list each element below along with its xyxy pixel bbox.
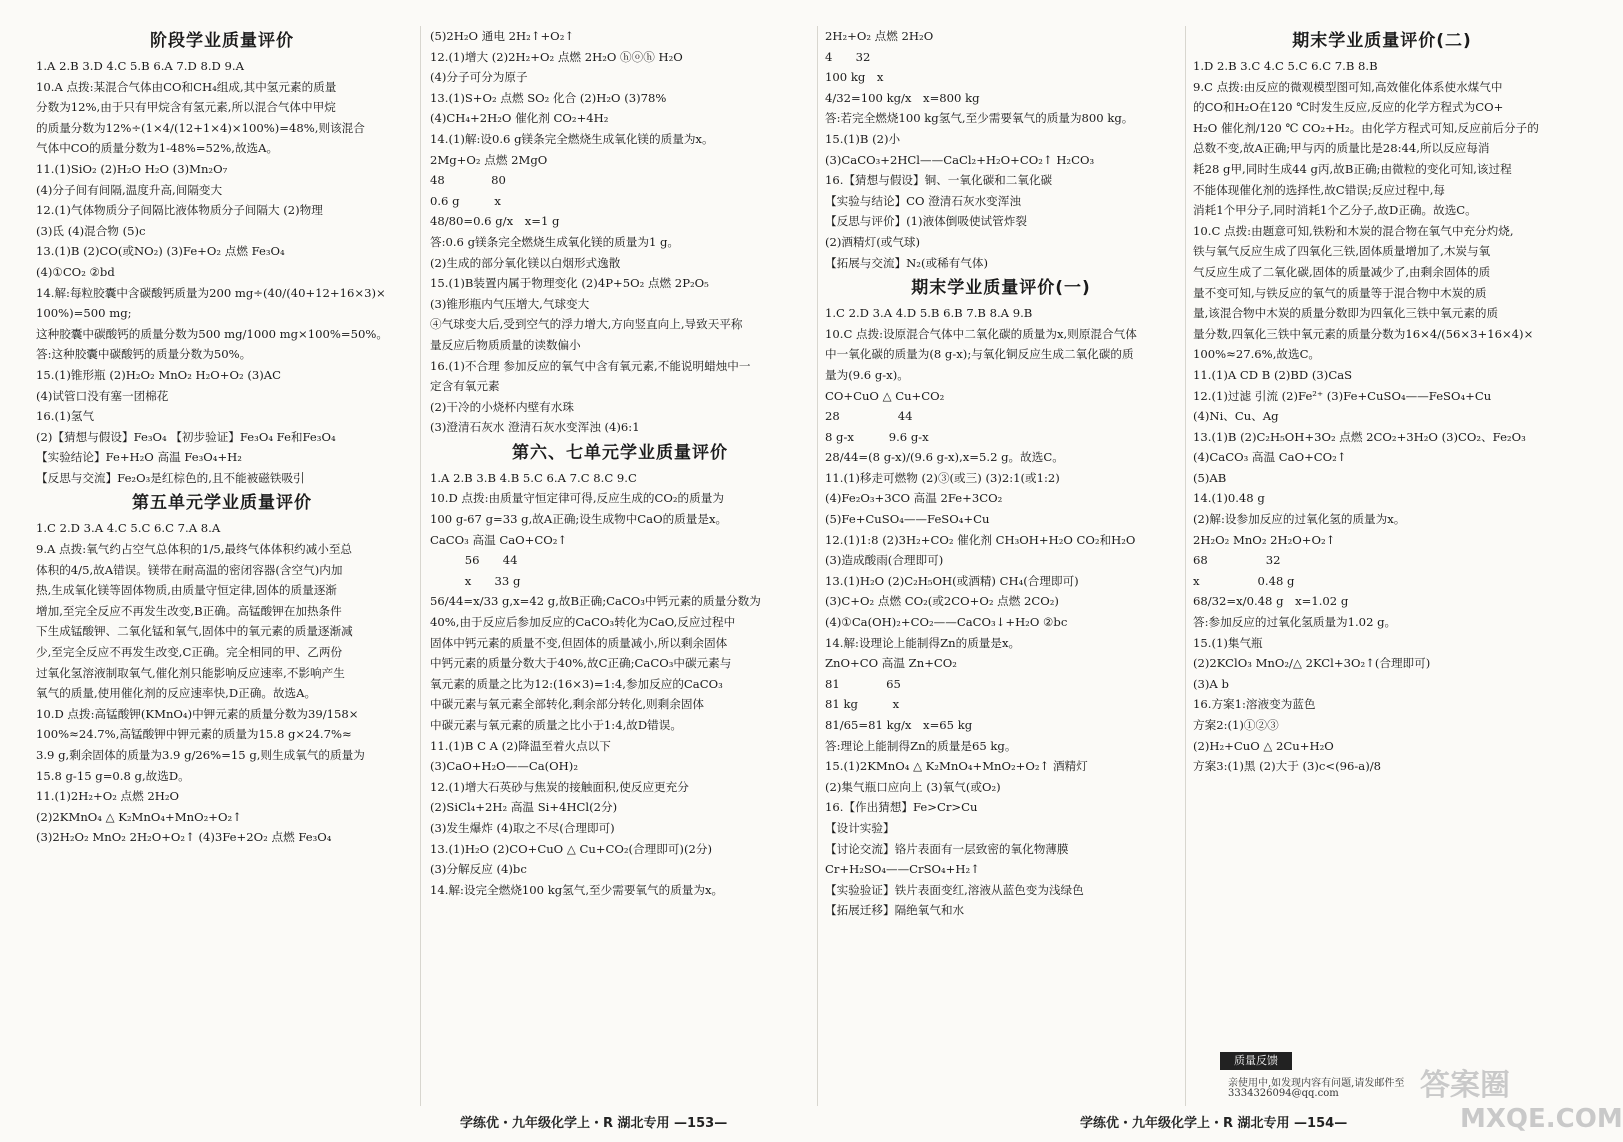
answer-line: 【实验验证】铁片表面变红,溶液从蓝色变为浅绿色 bbox=[825, 882, 1084, 897]
answer-line: 【讨论交流】铬片表面有一层致密的氧化物薄膜 bbox=[825, 841, 1069, 856]
answer-line: 1.C 2.D 3.A 4.C 5.C 6.C 7.A 8.A bbox=[36, 521, 221, 536]
answer-line: x 0.48 g bbox=[1193, 573, 1295, 588]
answer-line: (3)氐 (4)混合物 (5)c bbox=[36, 223, 146, 238]
answer-line: 15.(1)B装置内属于物理变化 (2)4P+5O₂ 点燃 2P₂O₅ bbox=[430, 276, 709, 291]
answer-line: 量,该混合物中木炭的质量分数即为四氧化三铁中氧元素的质 bbox=[1193, 306, 1499, 321]
page-footer-right: 学练优・九年级化学上・R 湖北专用 —154— bbox=[1080, 1116, 1348, 1131]
column-4 bbox=[1193, 26, 1571, 777]
answer-line: 10.A 点拨:某混合气体由CO和CH₄组成,其中氢元素的质量 bbox=[36, 79, 337, 94]
answer-line: 12.(1)增大 (2)2H₂+O₂ 点燃 2H₂O ⓗⓞⓗ H₂O bbox=[430, 49, 683, 64]
answer-line: 3.9 g,剩余固体的质量为3.9 g/26%=15 g,则生成氧气的质量为 bbox=[36, 748, 365, 762]
feedback-badge: 质量反馈 bbox=[1220, 1052, 1292, 1070]
answer-line: x 33 g bbox=[430, 573, 521, 588]
answer-line: 耗28 g甲,同时生成44 g丙,故B正确;由微粒的变化可知,该过程 bbox=[1193, 161, 1512, 176]
answer-line: 不能体现催化剂的选择性,故C错误;反应过程中,每 bbox=[1193, 182, 1446, 197]
answer-block bbox=[825, 26, 1177, 273]
column-divider bbox=[817, 26, 818, 1106]
answer-line: 气体中CO的质量分数为1-48%=52%,故选A。 bbox=[36, 141, 279, 156]
answer-line: 固体中钙元素的质量不变,但固体的质量减小,所以剩余固体 bbox=[430, 635, 728, 650]
answer-line: 量不变可知,与铁反应的氧气的质量等于混合物中木炭的质 bbox=[1193, 285, 1487, 300]
feedback-email[interactable]: 3334326094@qq.com bbox=[1228, 1088, 1339, 1099]
answer-line: 消耗1个甲分子,同时消耗1个乙分子,故D正确。故选C。 bbox=[1193, 203, 1477, 218]
answer-line: 16.【作出猜想】Fe>Cr>Cu bbox=[825, 800, 978, 815]
answer-line: ④气球变大后,受到空气的浮力增大,方向竖直向上,导致天平称 bbox=[430, 317, 743, 332]
answer-line: 40%,由于反应后参加反应的CaCO₃转化为CaO,反应过程中 bbox=[430, 615, 736, 630]
answer-line: (5)2H₂O 通电 2H₂↑+O₂↑ bbox=[430, 29, 575, 43]
answer-line: 量为(9.6 g-x)。 bbox=[825, 367, 909, 382]
answer-line: 16.(1)不合理 参加反应的氧气中含有氧元素,不能说明蜡烛中一 bbox=[430, 358, 751, 373]
answer-line: 1.A 2.B 3.D 4.C 5.B 6.A 7.D 8.D 9.A bbox=[36, 59, 244, 73]
answer-line: 的质量分数为12%÷(1×4/(12+1×4)×100%)=48%,则该混合 bbox=[36, 120, 365, 135]
answer-line: 定含有氧元素 bbox=[430, 379, 500, 394]
answer-line: 【拓展迁移】隔绝氧气和水 bbox=[825, 903, 965, 918]
answer-block bbox=[825, 303, 1177, 921]
column-3 bbox=[825, 26, 1177, 921]
answer-line: 【设计实验】 bbox=[825, 820, 895, 835]
answer-line: 4/32=100 kg/x x=800 kg bbox=[825, 90, 980, 105]
answer-line: 56/44=x/33 g,x=42 g,故B正确;CaCO₃中钙元素的质量分数为 bbox=[430, 594, 761, 609]
answer-line: 答:这种胶囊中碳酸钙的质量分数为50%。 bbox=[36, 347, 252, 362]
answer-line: 8 g-x 9.6 g-x bbox=[825, 429, 929, 444]
section-title: 第六、七单元学业质量评价 bbox=[512, 442, 728, 463]
answer-line: 11.(1)A CD B (2)BD (3)CaS bbox=[1193, 367, 1353, 382]
answer-line: 量分数,四氧化三铁中氧元素的质量分数为16×4/(56×3+16×4)× bbox=[1193, 326, 1534, 341]
answer-line: 中一氧化碳的质量为(8 g-x);与氧化铜反应生成二氧化碳的质 bbox=[825, 347, 1134, 362]
watermark-url: MXQE.COM bbox=[1460, 1104, 1623, 1134]
answer-line: 气反应生成了二氧化碳,固体的质量减少了,由剩余固体的质 bbox=[1193, 264, 1491, 279]
answer-line: 81/65=81 kg/x x=65 kg bbox=[825, 718, 973, 732]
answer-line: 中碳元素与氧元素的质量之比小于1:4,故D错误。 bbox=[430, 718, 682, 732]
answer-line: 11.(1)移走可燃物 (2)③(或三) (3)2:1(或1:2) bbox=[825, 470, 1060, 485]
answer-line: 少,至完全反应不再发生改变,C正确。完全相同的甲、乙两份 bbox=[36, 645, 343, 660]
answer-line: 量反应后物质质量的读数偏小 bbox=[430, 337, 581, 352]
answer-line: 10.D 点拨:高锰酸钾(KMnO₄)中钾元素的质量分数为39/158× bbox=[36, 706, 359, 721]
answer-line: 方案3:(1)黑 (2)大于 (3)c<(96-a)/8 bbox=[1193, 759, 1382, 774]
answer-line: 81 65 bbox=[825, 676, 901, 691]
answer-line: 这种胶囊中碳酸钙的质量分数为500 mg/1000 mg×100%=50%。 bbox=[36, 326, 388, 341]
answer-line: 81 kg x bbox=[825, 697, 900, 712]
section-title: 期末学业质量评价(二) bbox=[1292, 31, 1472, 51]
answer-line: 14.解:设完全燃烧100 kg氢气,至少需要氧气的质量为x。 bbox=[430, 882, 724, 897]
section-title: 期末学业质量评价(一) bbox=[911, 278, 1091, 299]
page-footer-left: 学练优・九年级化学上・R 湖北专用 —153— bbox=[460, 1116, 728, 1131]
answer-line: 14.解:设理论上能制得Zn的质量是x。 bbox=[825, 635, 1021, 650]
column-divider bbox=[420, 26, 421, 1106]
answer-line: (3)造成酸雨(合理即可) bbox=[825, 553, 944, 568]
answer-line: 分数为12%,由于只有甲烷含有氢元素,所以混合气体中甲烷 bbox=[36, 100, 336, 115]
answer-line: 68/32=x/0.48 g x=1.02 g bbox=[1193, 594, 1349, 609]
answer-line: 12.(1)1:8 (2)3H₂+CO₂ 催化剂 CH₃OH+H₂O CO₂和H₂O bbox=[825, 532, 1136, 547]
answer-line: ZnO+CO 高温 Zn+CO₂ bbox=[825, 656, 957, 671]
answer-line: (2)生成的部分氧化镁以白烟形式逸散 bbox=[430, 255, 621, 270]
answer-line: Cr+H₂SO₄——CrSO₄+H₂↑ bbox=[825, 862, 980, 877]
answer-line: 2Mg+O₂ 点燃 2MgO bbox=[430, 152, 548, 167]
answer-line: 14.(1)解:设0.6 g镁条完全燃烧生成氧化镁的质量为x。 bbox=[430, 131, 714, 146]
answer-block bbox=[430, 468, 810, 900]
answer-line: 12.(1)过滤 引流 (2)Fe²⁺ (3)Fe+CuSO₄——FeSO₄+Cu bbox=[1193, 388, 1492, 403]
answer-line: 48/80=0.6 g/x x=1 g bbox=[430, 214, 560, 229]
answer-line: (3)锥形瓶内气压增大,气球变大 bbox=[430, 296, 590, 311]
answer-line: 2H₂O₂ MnO₂ 2H₂O+O₂↑ bbox=[1193, 532, 1336, 547]
answer-line: (4)CH₄+2H₂O 催化剂 CO₂+4H₂ bbox=[430, 111, 609, 126]
answer-line: (3)CaO+H₂O——Ca(OH)₂ bbox=[430, 759, 578, 774]
answer-line: (2)集气瓶口应向上 (3)氧气(或O₂) bbox=[825, 779, 1001, 794]
answer-line: 1.C 2.D 3.A 4.D 5.B 6.B 7.B 8.A 9.B bbox=[825, 306, 1033, 321]
answer-line: 0.6 g x bbox=[430, 193, 501, 208]
answer-line: 10.D 点拨:由质量守恒定律可得,反应生成的CO₂的质量为 bbox=[430, 491, 724, 506]
answer-line: (4)Ni、Cu、Ag bbox=[1193, 409, 1279, 424]
answer-line: (5)AB bbox=[1193, 470, 1227, 485]
answer-line: 答:0.6 g镁条完全燃烧生成氧化镁的质量为1 g。 bbox=[430, 234, 680, 249]
answer-line: 14.解:每粒胶囊中含碳酸钙质量为200 mg÷(40/(40+12+16×3)× bbox=[36, 285, 386, 300]
answer-line: (2)酒精灯(或气球) bbox=[825, 234, 921, 249]
answer-line: (4)①CO₂ ②bd bbox=[36, 264, 115, 279]
answer-line: (2)干冷的小烧杯内壁有水珠 bbox=[430, 399, 574, 414]
answer-line: 中钙元素的质量分数大于40%,故C正确;CaCO₃中碳元素与 bbox=[430, 656, 732, 671]
answer-line: 11.(1)2H₂+O₂ 点燃 2H₂O bbox=[36, 789, 180, 804]
answer-line: (4)试管口没有塞一团棉花 bbox=[36, 388, 169, 403]
answer-line: 10.C 点拨:由题意可知,铁粉和木炭的混合物在氧气中充分灼烧, bbox=[1193, 223, 1514, 238]
answer-line: 15.(1)锥形瓶 (2)H₂O₂ MnO₂ H₂O+O₂ (3)AC bbox=[36, 367, 282, 382]
answer-line: (2)2KMnO₄ △ K₂MnO₄+MnO₂+O₂↑ bbox=[36, 809, 242, 824]
answer-line: (3)C+O₂ 点燃 CO₂(或2CO+O₂ 点燃 2CO₂) bbox=[825, 594, 1059, 609]
answer-line: 48 80 bbox=[430, 173, 506, 188]
answer-line: 体积的4/5,故A错误。镁带在耐高温的密闭容器(含空气)内加 bbox=[36, 562, 343, 577]
answer-line: 增加,至完全反应不再发生改变,B正确。高锰酸钾在加热条件 bbox=[36, 603, 342, 618]
answer-line: 【实验结论】Fe+H₂O 高温 Fe₃O₄+H₂ bbox=[36, 450, 242, 465]
answer-line: (3)CaCO₃+2HCl——CaCl₂+H₂O+CO₂↑ H₂CO₃ bbox=[825, 152, 1095, 167]
answer-line: 9.A 点拨:氧气约占空气总体积的1/5,最终气体体积约减小至总 bbox=[36, 542, 353, 557]
answer-line: 16.方案1:溶液变为蓝色 bbox=[1193, 697, 1316, 712]
answer-line: (3)A b bbox=[1193, 676, 1229, 691]
answer-line: 100 g-67 g=33 g,故A正确;设生成物中CaO的质量是x。 bbox=[430, 512, 728, 527]
answer-line: 下生成锰酸钾、二氧化锰和氧气,固体中的氧元素的质量逐渐减 bbox=[36, 624, 353, 639]
answer-block bbox=[430, 26, 810, 438]
answer-line: 9.C 点拨:由反应的微观模型图可知,高效催化体系使水煤气中 bbox=[1193, 79, 1503, 94]
answer-line: 【反思与评价】(1)液体倒吸使试管炸裂 bbox=[825, 214, 1027, 229]
answer-line: 氧元素的质量之比为12:(16×3)=1:4,参加反应的CaCO₃ bbox=[430, 676, 723, 691]
answer-line: 13.(1)B (2)CO(或NO₂) (3)Fe+O₂ 点燃 Fe₃O₄ bbox=[36, 244, 285, 259]
answer-line: 28 44 bbox=[825, 409, 913, 424]
answer-line: 【拓展与交流】N₂(或稀有气体) bbox=[825, 255, 988, 270]
answer-line: 热,生成氧化镁等固体物质,由质量守恒定律,固体的质量逐渐 bbox=[36, 583, 337, 598]
answer-line: 12.(1)增大石英砂与焦炭的接触面积,使反应更充分 bbox=[430, 779, 689, 794]
feedback-text: 亲使用中,如发现内容有问题,请发邮件至 bbox=[1228, 1078, 1405, 1089]
answer-line: 11.(1)B C A (2)降温至着火点以下 bbox=[430, 738, 611, 753]
answer-line: 10.C 点拨:设原混合气体中二氧化碳的质量为x,则原混合气体 bbox=[825, 326, 1137, 341]
answer-line: 方案2:(1)①②③ bbox=[1193, 718, 1279, 732]
answer-line: (4)①Ca(OH)₂+CO₂——CaCO₃↓+H₂O ②bc bbox=[825, 615, 1068, 630]
answer-line: CaCO₃ 高温 CaO+CO₂↑ bbox=[430, 532, 568, 547]
answer-line: (3)分解反应 (4)bc bbox=[430, 862, 527, 877]
answer-line: 13.(1)S+O₂ 点燃 SO₂ 化合 (2)H₂O (3)78% bbox=[430, 90, 667, 105]
answer-line: 16.(1)氢气 bbox=[36, 409, 95, 424]
answer-line: (3)2H₂O₂ MnO₂ 2H₂O+O₂↑ (4)3Fe+2O₂ 点燃 Fe₃O₄ bbox=[36, 830, 332, 845]
answer-line: 过氧化氢溶液制取氧气,催化剂只能影响反应速率,不影响产生 bbox=[36, 665, 345, 680]
answer-line: (2)2KClO₃ MnO₂/△ 2KCl+3O₂↑(合理即可) bbox=[1193, 656, 1431, 671]
answer-line: 答:若完全燃烧100 kg氢气,至少需要氧气的质量为800 kg。 bbox=[825, 111, 1134, 126]
answer-line: 答:理论上能制得Zn的质量是65 kg。 bbox=[825, 738, 1017, 753]
answer-line: 的CO和H₂O在120 ℃时发生反应,反应的化学方程式为CO+ bbox=[1193, 100, 1504, 115]
answer-line: 【实验与结论】CO 澄清石灰水变浑浊 bbox=[825, 193, 1021, 208]
answer-line: 16.【猜想与假设】铜、一氧化碳和二氧化碳 bbox=[825, 173, 1053, 188]
answer-line: 15.(1)2KMnO₄ △ K₂MnO₄+MnO₂+O₂↑ 酒精灯 bbox=[825, 759, 1088, 774]
answer-line: 4 32 bbox=[825, 49, 871, 64]
answer-line: 12.(1)气体物质分子间隔比液体物质分子间隔大 (2)物理 bbox=[36, 203, 323, 218]
answer-line: (5)Fe+CuSO₄——FeSO₄+Cu bbox=[825, 512, 990, 527]
column-2 bbox=[430, 26, 810, 900]
answer-line: 100%≈27.6%,故选C。 bbox=[1193, 347, 1321, 362]
watermark-logo: 答案圈 bbox=[1420, 1068, 1510, 1103]
answer-block bbox=[36, 56, 408, 488]
answer-line: 11.(1)SiO₂ (2)H₂O H₂O (3)Mn₂O₇ bbox=[36, 161, 228, 176]
answer-line: 28/44=(8 g-x)/(9.6 g-x),x=5.2 g。故选C。 bbox=[825, 450, 1064, 465]
answer-line: 68 32 bbox=[1193, 553, 1281, 568]
answer-line: 100%≈24.7%,高锰酸钾中钾元素的质量为15.8 g×24.7%≈ bbox=[36, 727, 352, 742]
answer-line: 100 kg x bbox=[825, 70, 884, 85]
answer-line: CO+CuO △ Cu+CO₂ bbox=[825, 388, 945, 403]
column-1 bbox=[36, 26, 408, 848]
answer-line: 答:参加反应的过氧化氢质量为1.02 g。 bbox=[1193, 615, 1397, 630]
answer-line: (2)H₂+CuO △ 2Cu+H₂O bbox=[1193, 738, 1334, 753]
answer-line: (4)CaCO₃ 高温 CaO+CO₂↑ bbox=[1193, 450, 1347, 465]
answer-line: 56 44 bbox=[430, 553, 518, 568]
answer-line: 13.(1)H₂O (2)C₂H₅OH(或酒精) CH₄(合理即可) bbox=[825, 573, 1079, 588]
answer-line: (4)Fe₂O₃+3CO 高温 2Fe+3CO₂ bbox=[825, 491, 1003, 506]
answer-line: 15.(1)集气瓶 bbox=[1193, 635, 1263, 650]
answer-line: 13.(1)B (2)C₂H₅OH+3O₂ 点燃 2CO₂+3H₂O (3)CO₂、Fe₂O₃ bbox=[1193, 429, 1526, 444]
answer-line: 2H₂+O₂ 点燃 2H₂O bbox=[825, 29, 934, 43]
answer-line: 15.(1)B (2)小 bbox=[825, 131, 901, 146]
answer-line: (3)澄清石灰水 澄清石灰水变浑浊 (4)6:1 bbox=[430, 420, 640, 435]
answer-block bbox=[36, 518, 408, 848]
answer-line: 总数不变,故A正确;甲与丙的质量比是28:44,所以反应每消 bbox=[1193, 141, 1490, 156]
answer-line: H₂O 催化剂/120 ℃ CO₂+H₂。由化学方程式可知,反应前后分子的 bbox=[1193, 120, 1539, 135]
answer-line: 13.(1)H₂O (2)CO+CuO △ Cu+CO₂(合理即可)(2分) bbox=[430, 841, 712, 856]
answer-line: 100%)=500 mg; bbox=[36, 306, 132, 321]
answer-line: 氧气的质量,使用催化剂的反应速率快,D正确。故选A。 bbox=[36, 686, 317, 701]
answer-line: (4)分子间有间隔,温度升高,间隔变大 bbox=[36, 182, 223, 197]
column-divider bbox=[1185, 26, 1186, 1106]
answer-line: (2)SiCl₄+2H₂ 高温 Si+4HCl(2分) bbox=[430, 800, 618, 815]
answer-line: 15.8 g-15 g=0.8 g,故选D。 bbox=[36, 768, 190, 783]
section-title: 第五单元学业质量评价 bbox=[132, 493, 312, 514]
answer-line: 1.D 2.B 3.C 4.C 5.C 6.C 7.B 8.B bbox=[1193, 59, 1378, 73]
answer-line: 铁与氧气反应生成了四氧化三铁,固体质量增加了,木炭与氧 bbox=[1193, 244, 1491, 259]
answer-line: (2)【猜想与假设】Fe₃O₄ 【初步验证】Fe₃O₄ Fe和Fe₃O₄ bbox=[36, 429, 336, 444]
answer-line: 【反思与交流】Fe₂O₃是红棕色的,且不能被磁铁吸引 bbox=[36, 470, 305, 485]
answer-line: (4)分子可分为原子 bbox=[430, 70, 528, 85]
answer-line: 1.A 2.B 3.B 4.B 5.C 6.A 7.C 8.C 9.C bbox=[430, 470, 637, 485]
answer-line: 中碳元素与氧元素全部转化,剩余部分转化,则剩余固体 bbox=[430, 697, 705, 712]
answer-line: (3)发生爆炸 (4)取之不尽(合理即可) bbox=[430, 820, 615, 835]
answer-block bbox=[1193, 56, 1571, 777]
answer-line: 14.(1)0.48 g bbox=[1193, 491, 1265, 506]
answer-line: (2)解:设参加反应的过氧化氢的质量为x。 bbox=[1193, 512, 1406, 527]
section-title: 阶段学业质量评价 bbox=[150, 31, 294, 51]
